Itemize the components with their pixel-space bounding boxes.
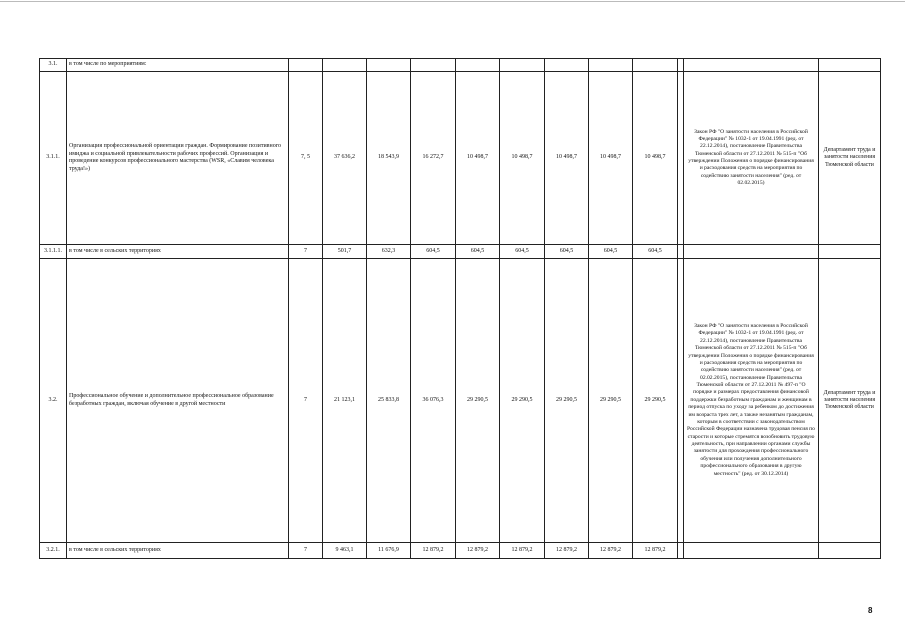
value-cell: 10 498,7 <box>500 72 545 245</box>
responsible-department <box>819 59 881 72</box>
value-cell: 12 879,2 <box>633 543 678 559</box>
row-number: 3.1. <box>40 59 67 72</box>
regulation-code: 7, 5 <box>289 72 323 245</box>
regulation-code: 7 <box>289 543 323 559</box>
value-cell <box>633 59 678 72</box>
responsible-department <box>819 245 881 259</box>
value-cell: 21 123,1 <box>323 259 367 543</box>
legal-basis-text: Закон РФ "О занятости населения в Российской Федерации" № 1032-1 от 19.04.1991 (ред. от 22.12.2014), постановление Правительства Тюменской области от 27.12.2011 № 515-п "Об утверждении Положения о порядке финансирования и расходования средств на мероприятия по содействию занятости населения" (ред. от 02.02.2015), постановление Правительства Тюменской области от 27.12.2011 № 497-п "О порядке и размерах предоставления финансовой поддержки безработным гражданам и женщинам в период отпуска по уходу за ребенком до достижения им возраста трех лет, а также незанятым гражданам, которым в соответствии с законодательством Российской Федерации назначена трудовая пенсия по старости и которые стремятся возобновить трудовую деятельность, при направлении органами службы занятости для прохождения профессионального обучения или получения дополнительного профессионального образования в другую местность" (ред. от 30.12.2014) <box>687 323 815 477</box>
value-cell: 29 290,5 <box>589 259 633 543</box>
value-cell: 10 498,7 <box>589 72 633 245</box>
measure-name: Организация профессиональной ориентации граждан. Формирование позитивного имиджа и социальной привлекательности рабочих профессий. Организация и проведение конкурсов профессионального мастерства (WSR, «Славим человека труда!») <box>67 72 289 245</box>
value-cell: 37 636,2 <box>323 72 367 245</box>
value-cell <box>411 59 456 72</box>
measure-name: в том числе в сельских территориях <box>67 245 289 259</box>
responsible-department <box>819 543 881 559</box>
value-cell: 604,5 <box>633 245 678 259</box>
value-cell: 12 879,2 <box>456 543 500 559</box>
responsible-department: Департамент труда и занятости населения Тюменской области <box>819 259 881 543</box>
value-cell: 36 076,3 <box>411 259 456 543</box>
value-cell <box>367 59 411 72</box>
legal-basis-text: Закон РФ "О занятости населения в Российской Федерации" № 1032-1 от 19.04.1991 (ред. от 22.12.2014), постановление Правительства Тюменской области от 27.12.2011 № 515-п "Об утверждении Положения о порядке финансирования и расходования средств на мероприятия по содействию занятости населения" (ред. от 02.02.2015) <box>688 128 814 187</box>
table-row <box>40 259 881 543</box>
value-cell: 9 463,1 <box>323 543 367 559</box>
value-cell: 604,5 <box>411 245 456 259</box>
measure-name: в том числе в сельских территориях <box>67 543 289 559</box>
table-row <box>40 59 881 72</box>
value-cell: 10 498,7 <box>633 72 678 245</box>
row-number: 3.2.1. <box>40 543 67 559</box>
regulation-code <box>289 59 323 72</box>
value-cell: 12 879,2 <box>589 543 633 559</box>
value-cell: 632,3 <box>367 245 411 259</box>
value-cell: 11 676,9 <box>367 543 411 559</box>
value-cell <box>545 59 589 72</box>
legal-basis <box>684 259 819 543</box>
value-cell: 12 879,2 <box>411 543 456 559</box>
scan-top-edge <box>0 1 905 2</box>
row-number: 3.1.1.1. <box>40 245 67 259</box>
value-cell: 29 290,5 <box>456 259 500 543</box>
value-cell: 29 290,5 <box>633 259 678 543</box>
responsible-department: Департамент труда и занятости населения Тюменской области <box>819 72 881 245</box>
value-cell: 12 879,2 <box>500 543 545 559</box>
value-cell: 16 272,7 <box>411 72 456 245</box>
value-cell: 604,5 <box>456 245 500 259</box>
value-cell: 18 543,9 <box>367 72 411 245</box>
row-number: 3.2. <box>40 259 67 543</box>
value-cell <box>456 59 500 72</box>
value-cell: 604,5 <box>589 245 633 259</box>
regulation-code: 7 <box>289 259 323 543</box>
regulation-code: 7 <box>289 245 323 259</box>
value-cell: 12 879,2 <box>545 543 589 559</box>
program-measures-table <box>39 58 881 559</box>
legal-basis <box>684 59 819 72</box>
value-cell: 10 498,7 <box>545 72 589 245</box>
value-cell: 501,7 <box>323 245 367 259</box>
value-cell: 604,5 <box>545 245 589 259</box>
legal-basis <box>684 245 819 259</box>
measure-name: Профессиональное обучение и дополнительное профессиональное образование безработных граждан, включая обучение в другой местности <box>67 259 289 543</box>
value-cell: 10 498,7 <box>456 72 500 245</box>
legal-basis <box>684 543 819 559</box>
measure-name: в том числе по мероприятиям: <box>67 59 289 72</box>
value-cell: 604,5 <box>500 245 545 259</box>
table-row <box>40 72 881 245</box>
table-row <box>40 245 881 259</box>
value-cell: 29 290,5 <box>545 259 589 543</box>
legal-basis <box>684 72 819 245</box>
value-cell <box>589 59 633 72</box>
value-cell <box>323 59 367 72</box>
page-number: 8 <box>868 606 873 615</box>
value-cell <box>500 59 545 72</box>
value-cell: 25 833,8 <box>367 259 411 543</box>
value-cell: 29 290,5 <box>500 259 545 543</box>
row-number: 3.1.1. <box>40 72 67 245</box>
table-row <box>40 543 881 559</box>
